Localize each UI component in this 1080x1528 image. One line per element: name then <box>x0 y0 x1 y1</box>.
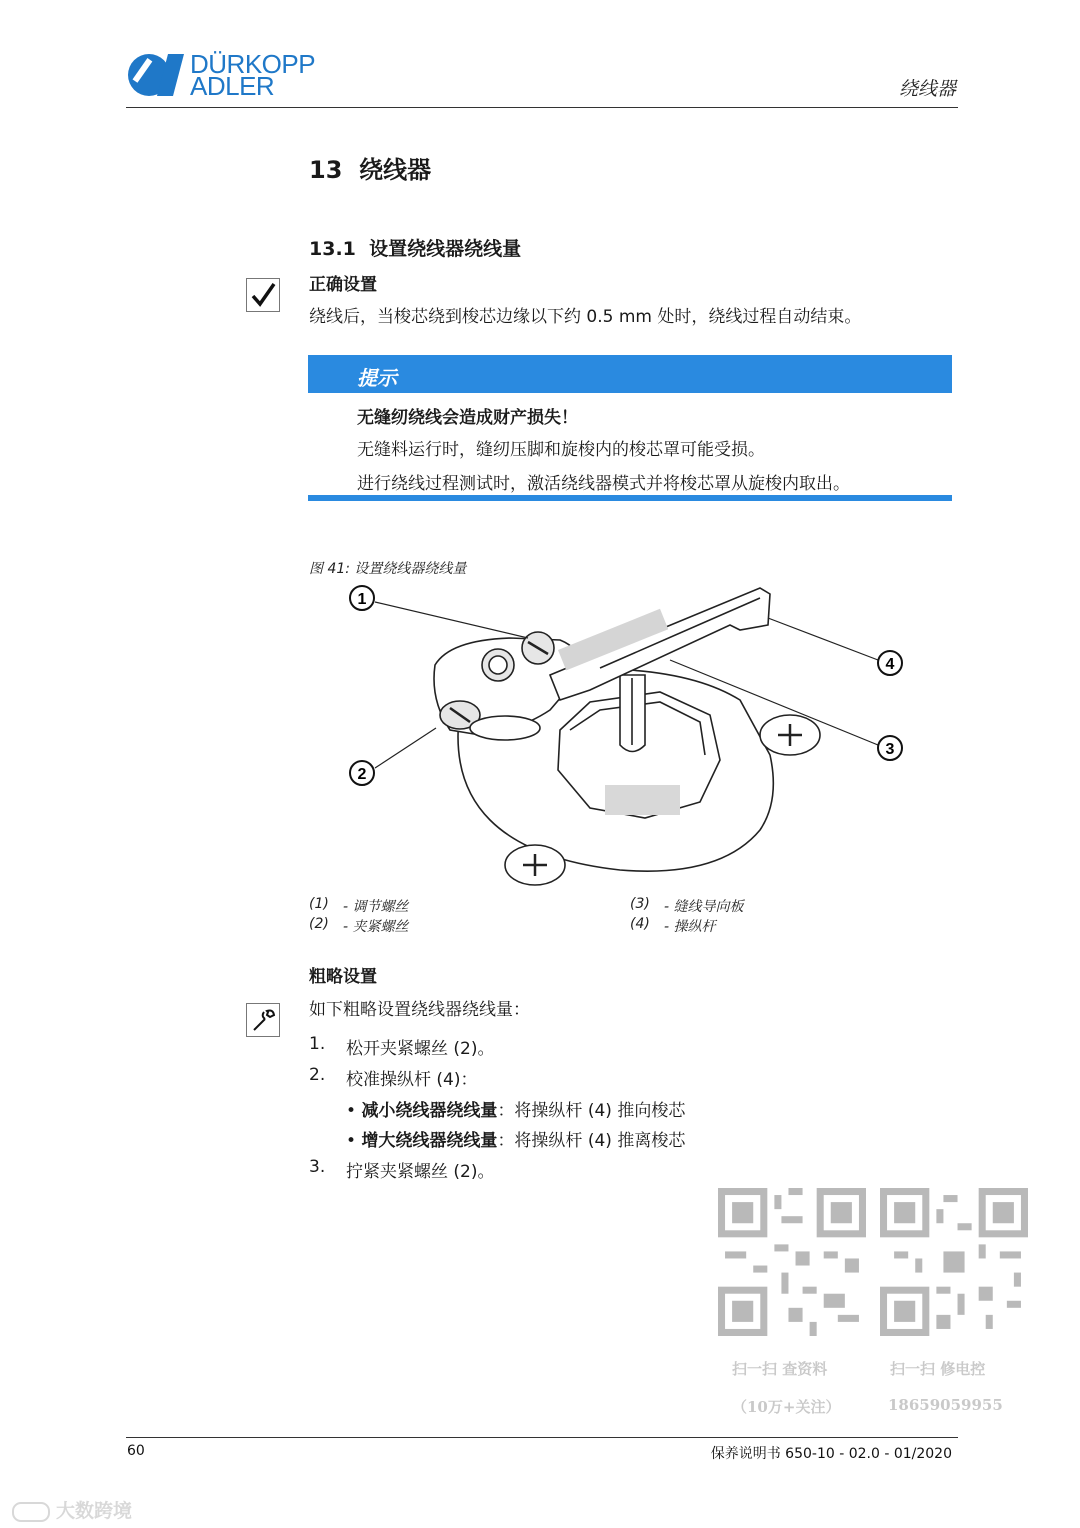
watermark-text: 大数跨境 <box>56 1500 133 1522</box>
bobbin-winder-figure <box>300 580 940 890</box>
note-header-bar <box>308 355 952 393</box>
page-number: 60 <box>127 1443 145 1459</box>
rough-setting-label: 粗略设置 <box>309 967 377 987</box>
bullet-2-rest: ：将操纵杆 (4) 推离梭芯 <box>497 1131 686 1151</box>
callout-1: 1 <box>357 591 367 608</box>
legend-num-2: (2) <box>309 916 329 932</box>
figure-caption: 图 41: 设置绕线器绕线量 <box>309 561 467 577</box>
bullet-2: • 增大绕线器绕线量：将操纵杆 (4) 推离梭芯 <box>346 1131 686 1151</box>
legend-num-1: (1) <box>309 896 329 912</box>
legend-text-1: - 调节螺丝 <box>343 899 409 915</box>
note-line1: 无缝料运行时，缝纫压脚和旋梭内的梭芯罩可能受损。 <box>357 440 765 460</box>
legend-num-4: (4) <box>630 916 650 932</box>
qr-left-line2: （10万+关注） <box>732 1398 841 1416</box>
wrench-icon <box>246 1003 280 1037</box>
rough-setting-intro: 如下粗略设置绕线器绕线量： <box>309 1000 530 1020</box>
corner-watermark <box>12 1496 132 1523</box>
legend-num-3: (3) <box>630 896 650 912</box>
note-warning: 无缝纫绕线会造成财产损失！ <box>357 408 578 428</box>
step-1-num: 1. <box>309 1034 326 1054</box>
callout-4: 4 <box>885 656 895 673</box>
footer-divider <box>126 1437 958 1438</box>
step-3-num: 3. <box>309 1157 326 1177</box>
logo-mark-icon <box>126 52 186 98</box>
step-2-num: 2. <box>309 1065 326 1085</box>
qr-code-right-icon <box>880 1188 1028 1336</box>
qr-code-left-icon <box>718 1188 866 1336</box>
logo-line2: ADLER <box>190 71 275 101</box>
logo-line1: DÜRKOPP <box>190 49 316 79</box>
correct-setting-label: 正确设置 <box>309 275 377 295</box>
header-section-title: 绕线器 <box>898 78 956 100</box>
step-2-text: 校准操纵杆 (4)： <box>346 1070 478 1090</box>
legend-text-2: - 夹紧螺丝 <box>343 919 409 935</box>
note-title: 提示 <box>357 366 397 390</box>
bullet-1: • 减小绕线器绕线量：将操纵杆 (4) 推向梭芯 <box>346 1101 686 1121</box>
note-line2: 进行绕线过程测试时，激活绕线器模式并将梭芯罩从旋梭内取出。 <box>357 474 850 494</box>
qr-left-line1: 扫一扫 查资料 <box>732 1360 828 1378</box>
legend-text-4: - 操纵杆 <box>664 919 716 935</box>
qr-right-line1: 扫一扫 修电控 <box>890 1360 986 1378</box>
bullet-1-bold: 减小绕线器绕线量 <box>361 1101 498 1121</box>
qr-right-line2: 18659059955 <box>888 1396 1003 1414</box>
callout-3: 3 <box>885 741 895 758</box>
note-bottom-bar <box>308 495 952 501</box>
legend-text-3: - 缝线导向板 <box>664 899 744 915</box>
callout-2: 2 <box>357 766 367 783</box>
header-divider <box>126 107 958 108</box>
chapter-title: 13 绕线器 <box>309 156 432 184</box>
section-title: 13.1 设置绕线器绕线量 <box>309 238 522 260</box>
document-id: 保养说明书 650-10 - 02.0 - 01/2020 <box>710 1446 952 1462</box>
bullet-2-bold: 增大绕线器绕线量 <box>361 1131 498 1151</box>
correct-setting-text: 绕线后，当梭芯绕到梭芯边缘以下约 0.5 mm 处时，绕线过程自动结束。 <box>309 307 862 327</box>
step-3-text: 拧紧夹紧螺丝 (2)。 <box>346 1162 495 1182</box>
step-1-text: 松开夹紧螺丝 (2)。 <box>346 1039 495 1059</box>
watermark-logo-icon <box>12 1502 50 1522</box>
bullet-1-rest: ：将操纵杆 (4) 推向梭芯 <box>497 1101 686 1121</box>
checkmark-icon <box>246 278 280 312</box>
company-logo <box>126 49 326 101</box>
